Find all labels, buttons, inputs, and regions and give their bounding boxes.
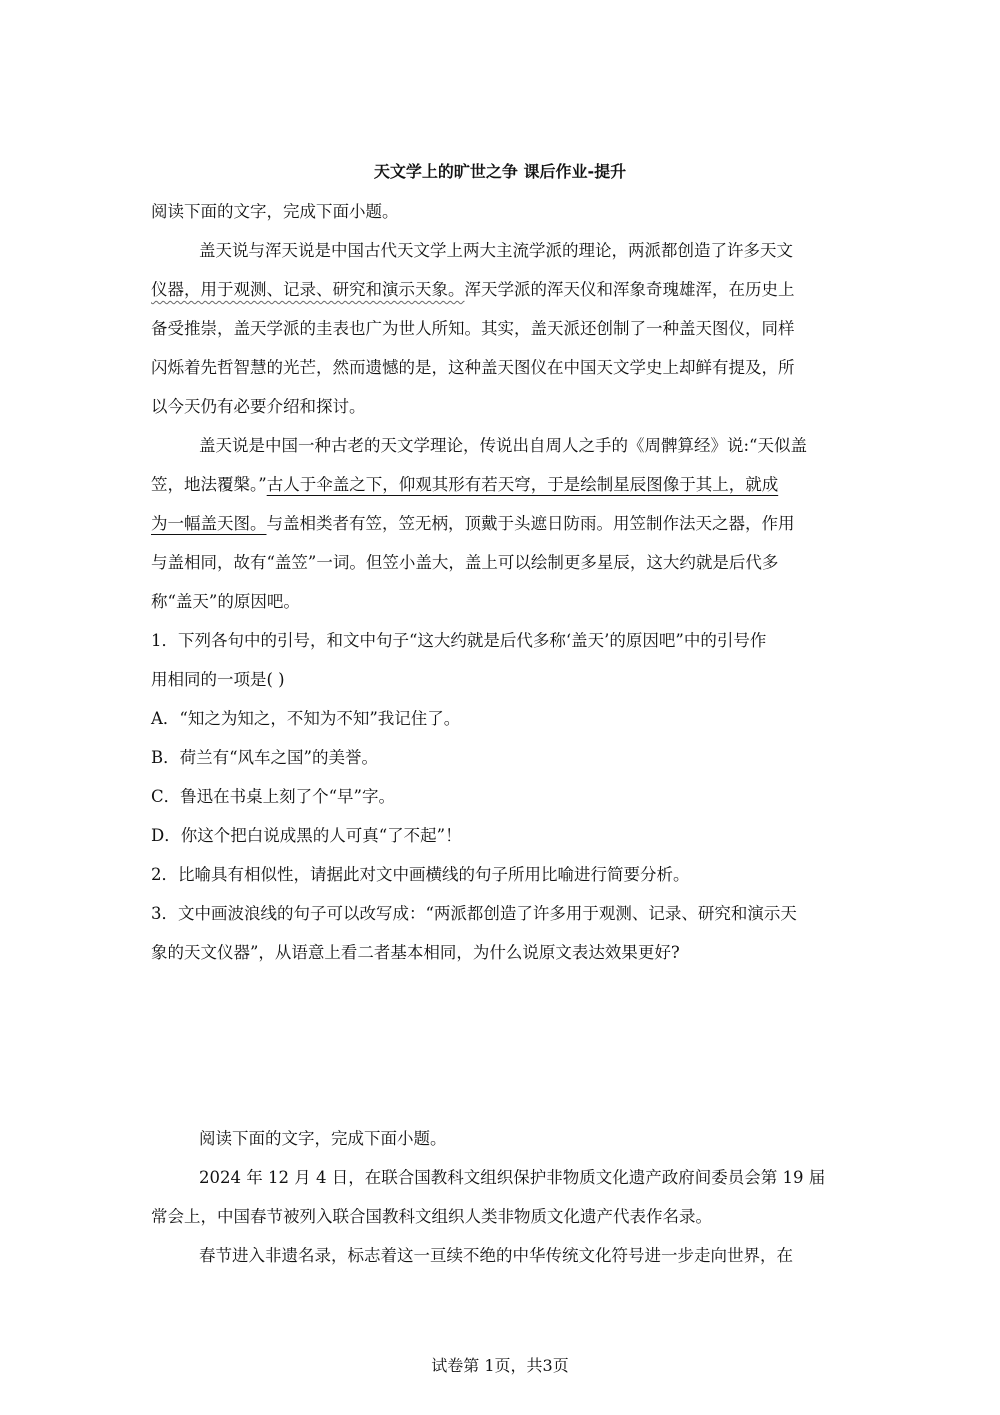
passage2-para1-line1: 2024 年 12 月 4 日，在联合国教科文组织保护非物质文化遗产政府间委员会第 19 届 — [199, 1168, 826, 1187]
passage1-para1-line4: 闪烁着先哲智慧的光芒，然而遗憾的是，这种盖天图仪在中国天文学史上却鲜有提及，所 — [151, 358, 795, 377]
passage1-para1-line1: 盖天说与浑天说是中国古代天文学上两大主流学派的理论，两派都创造了许多天文 — [199, 241, 793, 260]
passage1-para1-line5: 以今天仍有必要介绍和探讨。 — [151, 397, 366, 416]
passage2-para1-line2: 常会上，中国春节被列入联合国教科文组织人类非物质文化遗产代表作名录。 — [151, 1207, 712, 1226]
wavy-underlined-sentence: 仪器，用于观测、记录、研究和演示天象。 — [151, 280, 465, 299]
passage1-para2-line4: 与盖相同，故有“盖笠”一词。但笠小盖大，盖上可以绘制更多星辰，这大约就是后代多 — [151, 553, 779, 572]
underlined-sentence-part2: 为一幅盖天图。 — [151, 514, 267, 533]
document-title: 天文学上的旷世之争 课后作业-提升 — [373, 162, 627, 181]
passage1-para2-line3-rest: 与盖相类者有笠，笠无柄，顶戴于头遮日防雨。用笠制作法天之器，作用 — [266, 514, 795, 533]
question1-option-a: A．“知之为知之，不知为不知”我记住了。 — [151, 709, 461, 728]
passage1-para2-line2-pre: 笠，地法覆槃。” — [151, 475, 267, 494]
passage1-para1-line2-rest: 浑天学派的浑天仪和浑象奇瑰雄浑，在历史上 — [464, 280, 795, 299]
question3-line2: 象的天文仪器”，从语意上看二者基本相同，为什么说原文表达效果更好? — [151, 943, 680, 962]
question1-stem-line1: 1．下列各句中的引号，和文中句子“这大约就是后代多称‘盖天’的原因吧”中的引号作 — [151, 631, 767, 650]
passage1-para2-line2 — [151, 472, 778, 498]
question1-option-c: C．鲁迅在书桌上刻了个“早”字。 — [151, 787, 395, 806]
passage1-para2-line3 — [151, 511, 795, 537]
passage1-para2-line1: 盖天说是中国一种古老的天文学理论，传说出自周人之手的《周髀算经》说:“天似盖 — [199, 436, 807, 455]
underlined-sentence-part1: 古人于伞盖之下，仰观其形有若天穹，于是绘制星辰图像于其上，就成 — [266, 475, 779, 494]
question3-line1: 3．文中画波浪线的句子可以改写成：“两派都创造了许多用于观测、记录、研究和演示天 — [151, 904, 797, 923]
passage2-para2-line1: 春节进入非遗名录，标志着这一亘续不绝的中华传统文化符号进一步走向世界，在 — [199, 1246, 793, 1265]
question2: 2．比喻具有相似性，请据此对文中画横线的句子所用比喻进行简要分析。 — [151, 865, 690, 884]
section1-intro: 阅读下面的文字，完成下面小题。 — [151, 202, 399, 221]
page-footer: 试卷第 1页，共3页 — [431, 1356, 569, 1375]
question1-stem-line2: 用相同的一项是( ) — [151, 670, 285, 689]
passage1-para1-line2 — [151, 277, 795, 303]
section2-intro: 阅读下面的文字，完成下面小题。 — [199, 1129, 447, 1148]
passage1-para2-line5: 称“盖天”的原因吧。 — [151, 592, 300, 611]
question1-option-b: B．荷兰有“风车之国”的美誉。 — [151, 748, 378, 767]
passage1-para1-line3: 备受推崇，盖天学派的圭表也广为世人所知。其实，盖天派还创制了一种盖天图仪，同样 — [151, 319, 795, 338]
question1-option-d: D．你这个把白说成黑的人可真“了不起”！ — [151, 826, 462, 845]
